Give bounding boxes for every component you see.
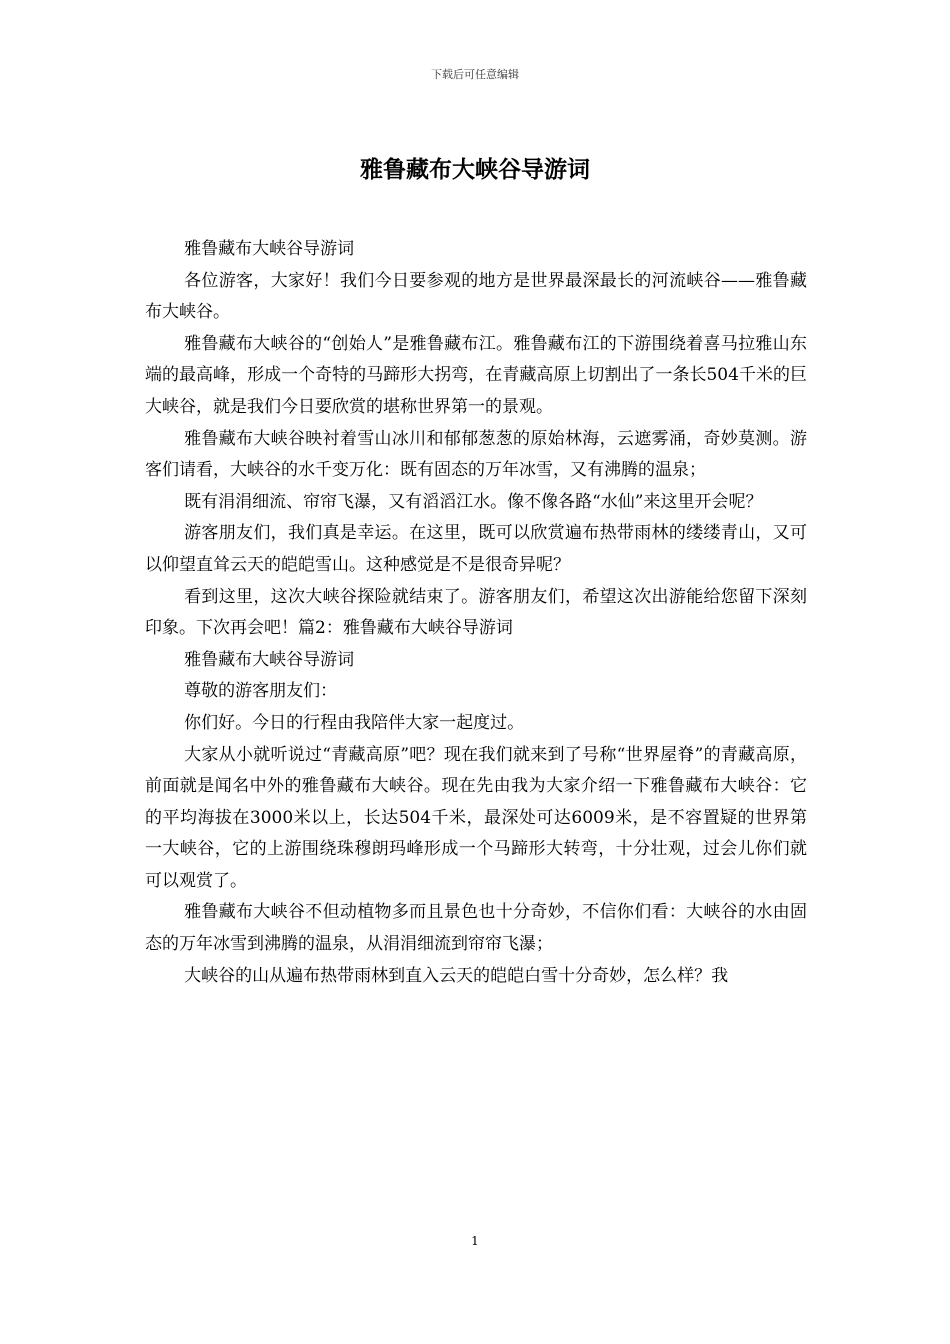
paragraph: 雅鲁藏布大峡谷导游词 [184,649,355,670]
paragraph: 雅鲁藏布大峡谷不但动植物多而且景色也十分奇妙，不信你们看：大峡谷的水由固态的万年冰雪到沸腾的温泉，从涓涓细流到帘帘飞瀑； [145,902,807,955]
paragraph: 大家从小就听说过“青藏高原”吧？现在我们就来到了号称“世界屋脊”的青藏高原，前面就是闻名中外的雅鲁藏布大峡谷。现在先由我为大家介绍一下雅鲁藏布大峡谷：它的平均海拔在3000米以上，长达504千米，最深处可达6009米，是不容置疑的世界第一大峡谷，它的上游围绕珠穆朗玛峰形成一个马蹄形大转弯，十分壮观，过会儿你们就可以观赏了。 [145,744,807,891]
paragraph: 雅鲁藏布大峡谷导游词 [184,239,355,259]
paragraph: 看到这里，这次大峡谷探险就结束了。游客朋友们，希望这次出游能给您留下深刻印象。下次再会吧！篇2：雅鲁藏布大峡谷导游词 [145,586,807,639]
paragraph: 你们好。今日的行程由我陪伴大家一起度过。 [184,712,525,733]
header-note: 下载后可任意编辑 [431,68,519,81]
paragraph: 游客朋友们，我们真是幸运。在这里，既可以欣赏遍布热带雨林的缕缕青山，又可以仰望直耸云天的皑皑雪山。这种感觉是不是很奇异呢？ [145,523,807,575]
paragraph: 尊敬的游客朋友们： [184,681,338,702]
paragraph: 雅鲁藏布大峡谷的“创始人”是雅鲁藏布江。雅鲁藏布江的下游围绕着喜马拉雅山东端的最高峰，形成一个奇特的马蹄形大拐弯，在青藏高原上切割出了一条长504千米的巨大峡谷，就是我们今日要欣赏的堪称世界第一的景观。 [145,333,807,417]
document-body [145,234,807,992]
paragraph: 既有涓涓细流、帘帘飞瀑，又有滔滔江水。像不像各路“水仙”来这里开会呢？ [184,491,763,512]
page-number: 1 [471,1234,479,1248]
paragraph: 各位游客，大家好！我们今日要参观的地方是世界最深最长的河流峡谷——雅鲁藏布大峡谷。 [145,270,807,323]
document-title: 雅鲁藏布大峡谷导游词 [360,156,590,183]
paragraph: 大峡谷的山从遍布热带雨林到直入云天的皑皑白雪十分奇妙，怎么样？我 [184,965,729,986]
paragraph: 雅鲁藏布大峡谷映衬着雪山冰川和郁郁葱葱的原始林海，云遮雾涌，奇妙莫测。游客们请看，大峡谷的水千变万化：既有固态的万年冰雪，又有沸腾的温泉； [145,428,807,481]
